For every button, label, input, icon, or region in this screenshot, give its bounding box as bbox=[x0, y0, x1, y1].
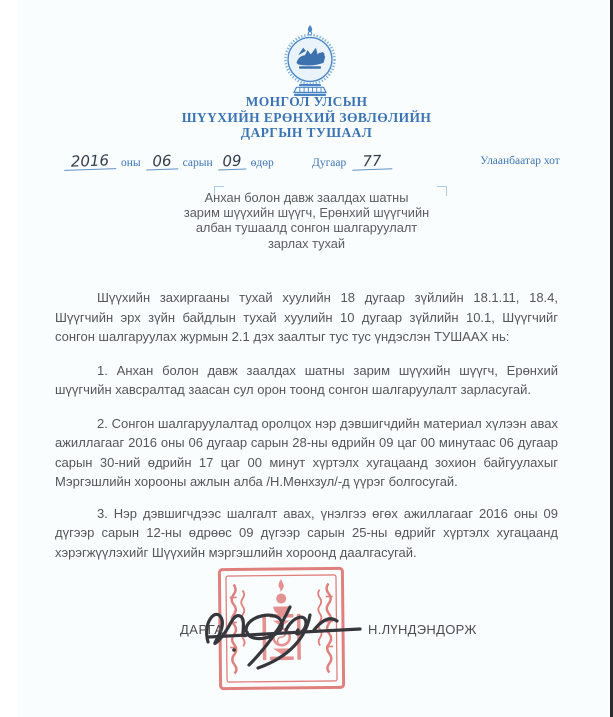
subject-line: Анхан болон давж заалдах шатны bbox=[204, 190, 409, 205]
paragraph-clause-3: 3. Нэр дэвшигчдээс шалгалт авах, үнэлгээ өгөх ажиллагааг 2016 оны 09 дүгээр сарын 12-ны өдрөөс 09 дүгээр сарын 25-ны өдрийг хүртэлх хугацаанд хэрэгжүүлэхийг Шүүхийн мэргэшлийн хороонд даалгасугай. bbox=[55, 505, 558, 560]
day-label: өдөр bbox=[250, 157, 274, 169]
title-line-decree: ДАРГЫН ТУШААЛ bbox=[240, 125, 373, 140]
subject-line: зарим шүүхийн шүүгч, Ерөнхий шүүгчийн bbox=[183, 205, 430, 221]
city-label: Улаанбаатар хот bbox=[480, 155, 560, 167]
number-handwritten-value: 77 bbox=[352, 153, 393, 170]
subject-line: албан тушаалд сонгон шалгаруулалт bbox=[195, 220, 418, 236]
document-number bbox=[312, 148, 392, 170]
number-label: Дугаар bbox=[312, 157, 347, 169]
month-label: сарын bbox=[182, 157, 213, 169]
paragraph-intro: Шүүхийн захиргааны тухай хуулийн 18 дугаар зүйлийн 18.1.11, 18.4, Шүүгчийн эрх зүйн байдлын тухай хуулийн 10 дугаар зүйлийн 10.1, Шүүгчийг сонгон шалгаруулах журмын 2.1 дэх заалтыг тус тус үндэслэн ТУШААХ нь: bbox=[55, 290, 558, 344]
mongolia-state-emblem-icon bbox=[272, 24, 348, 100]
year-handwritten-value: 2016 bbox=[64, 153, 117, 171]
subject-line: зарлах тухай bbox=[267, 235, 346, 251]
signature-icon bbox=[200, 590, 372, 672]
title-line-council: ШҮҮХИЙН ЕРӨНХИЙ ЗӨВЛӨЛИЙН bbox=[181, 109, 432, 125]
document-title bbox=[0, 94, 613, 141]
paragraph-clause-2: 2. Сонгон шалгаруулалтад оролцох нэр дэвшигчдийн материал хүлээн авах ажиллагааг 2016 оны 06 дугаар сарын 28-ны өдрийн 09 цаг 00 минутаас 06 дугаар сарын 30-ний өдрийн 17 цаг 00 минут хүртэлх хугацаанд зохион байгуулахыг Мэргэшлийн хорооны ажлын алба /Н.Мөнхзул/-д үүрэг болгосугай. bbox=[55, 415, 558, 489]
signer-role-label: ДАРГА bbox=[180, 622, 224, 637]
year-label: оны bbox=[121, 157, 141, 169]
signer-name: Н.ЛҮНДЭНДОРЖ bbox=[368, 622, 477, 637]
paragraph-clause-1: 1. Анхан болон давж заалдах шатны зарим шүүхийн шүүгч, Ерөнхий шүүгчийн хавсралтад заасан сул орон тоонд сонгон шалгаруулалт зарласугай. bbox=[55, 362, 558, 397]
month-handwritten-value: 06 bbox=[145, 153, 178, 170]
date-row bbox=[0, 148, 613, 174]
title-line-country: МОНГОЛ УЛСЫН bbox=[245, 94, 368, 109]
day-handwritten-value: 09 bbox=[217, 154, 246, 171]
document-body bbox=[55, 288, 558, 576]
subject-block bbox=[0, 190, 613, 251]
date-fields bbox=[64, 148, 274, 170]
